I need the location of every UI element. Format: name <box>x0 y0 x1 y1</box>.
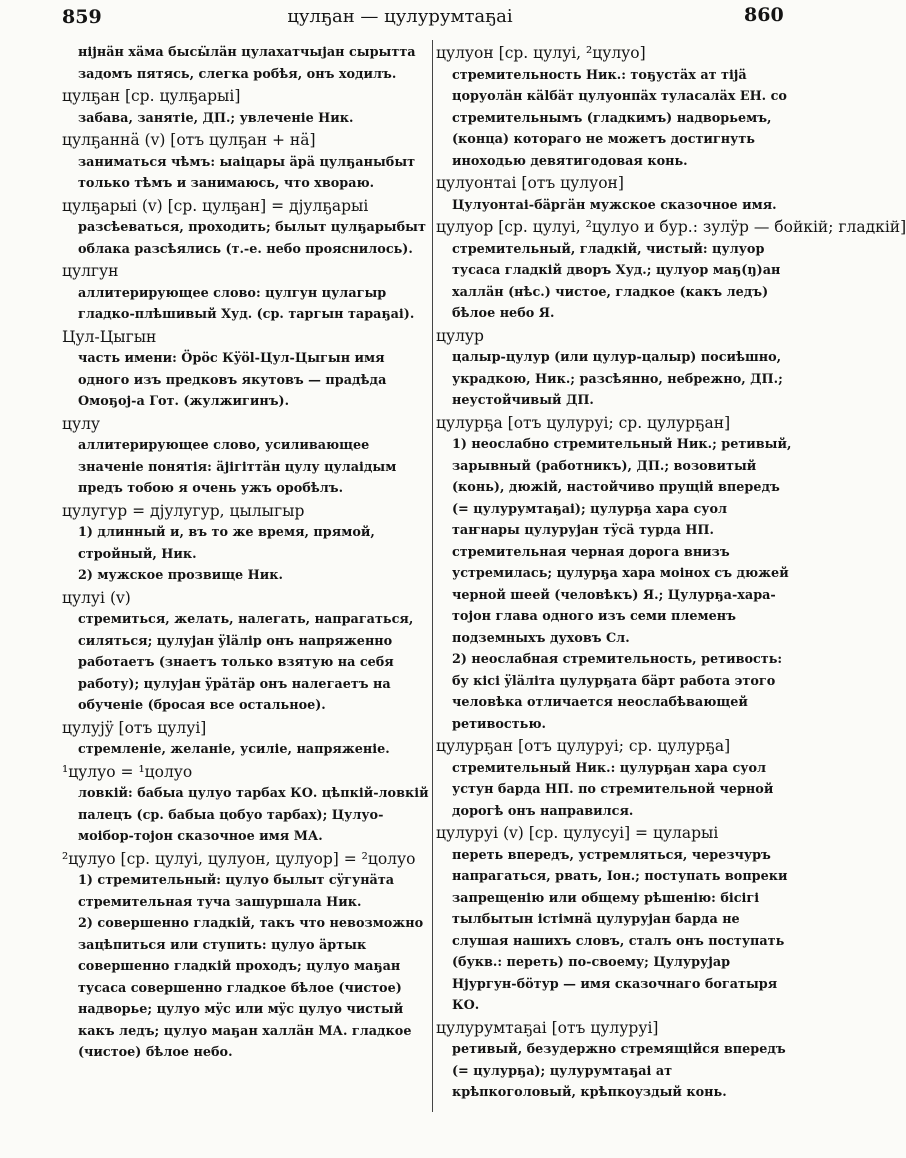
entry-headword: цулҕан [ср. цулҕарыі] <box>62 87 241 105</box>
entry-definition: 2) неослабная стремительность, ретивость: бу кісі ÿläліта цулурҕата бäрт работа этого человѣка отличается неослабѣвающей ретивостью. <box>452 652 783 732</box>
entry-headword: цулҕаннä (v) [отъ цулҕан + нä] <box>62 131 316 149</box>
page-number-left: 859 <box>62 6 102 28</box>
entry-headword: цулуор [ср. цулуі, ²цулуо и бур.: зулÿр — бойкій; гладкій] <box>436 218 906 236</box>
entry-headword: цулуі (v) <box>62 588 131 607</box>
entry-headword: цулур <box>436 326 484 345</box>
entry-headword: Цул-Цыгын <box>62 327 157 346</box>
entry-definition: стремительный, гладкій, чистый: цулуор тусаса гладкій дворъ Худ.; цулуор маҕ(ŋ)ан халлäн (нѣс.) чистое, гладкое (какъ ледъ) бѣлое небо Я. <box>452 241 781 321</box>
entry-definition: часть имени: Öрöс Кÿöl-Цул-Цыгын имя одного изъ предковъ якутовъ — прадѣда Омоҕој-а Гот. (жулжигинъ). <box>78 351 387 409</box>
entry-headword: ²цулуо [ср. цулуі, цулуон, цулуор] = ²цолуо <box>62 849 416 868</box>
entry-definition: ловкій: бабыа цулуо тарбах КО. цѣпкій-ловкій палецъ (ср. бабыа цобуо тарбах); Цулуо-моібор-тојон сказочное имя МА. <box>78 786 429 844</box>
entry-headword: цулуруі (v) [ср. цулусуі] = цуларыі <box>436 824 719 842</box>
entry-headword: ¹цулуо = ¹цолуо <box>62 762 193 781</box>
entry-definition: 2) совершенно гладкій, такъ что невозможно зацѣпиться или ступить: цулуо äртык совершенно гладкій проходъ; цулуо маҕан тусаса совершенно гладкое бѣлое (чистое) надворье; цулуо мÿс или мÿс цулуо чистый какъ ледъ; цулуо маҕан халлäн МА. гладкое (чистое) бѣлое небо. <box>78 916 424 1060</box>
entry-headword: цулурҕа [отъ цулуруі; ср. цулурҕан] <box>436 413 731 432</box>
entry-definition: цалыр-цулур (или цулур-цалыр) посиѣшно, украдкою, Ник.; разсѣянно, небрежно, ДП.; неустойчивый ДП. <box>452 350 783 408</box>
entry-definition: стремительность Ник.: тоҕустäх ат тіјä цоруолäн кälбäт цулуонпäх туласалäх ЕН. со стремительнымъ (гладкимъ) надворьемъ, (конца) котораго не можетъ достигнуть иноходью девятигодовая конь. <box>452 67 787 169</box>
column-divider <box>432 40 433 1112</box>
entry-headword: цулуон [ср. цулуі, ²цулуо] <box>436 44 646 62</box>
entry-definition: заниматься чѣмъ: ыаіцары äрä цулҕаныбыт только тѣмъ и занимаюсь, что хвораю. <box>78 154 416 191</box>
entry-definition: ніјнäн хäма бысӹлäн цулахатчыјан сырытта задомъ пятясь, слегка робѣя, онъ ходилъ. <box>78 45 416 82</box>
entry-definition: аллитерирующее слово: цулгун цулагыр гладко-плѣшивый Худ. (ср. таргын тараҕаі). <box>78 285 415 322</box>
entry-definition: 1) стремительный: цулуо былыт сÿгунäта стремительная туча зашуршала Ник. <box>78 873 395 910</box>
entry-headword: цулујÿ [отъ цулуі] <box>62 718 207 737</box>
entry-definition: переть впередъ, устремляться, черезчуръ напрагаться, рвать, Іон.; поступать вопреки запрещенію или общему рѣшенію: бісігі тылбытын істімнä цулурујан барда не слушая нашихъ словъ, сталъ онъ поступать (букв.: переть) по-своему; Цулурујар Нјургун-бöтур — имя сказочнаго богатыря КО. <box>452 847 788 1013</box>
entry-definition: стремленіе, желаніе, усиліе, напряженіе. <box>78 742 390 757</box>
entry-headword: цулугур = дјулугур, цылыгыр <box>62 501 305 520</box>
running-title: цулҕан — цулурумтаҕаі <box>287 6 513 27</box>
entry-definition: разсѣеваться, проходить; былыт цулҕарыбыт облака разсѣялись (т.-е. небо прояснилось). <box>78 220 426 257</box>
entry-definition: забава, занятіе, ДП.; увлеченіе Ник. <box>78 110 354 126</box>
right-column <box>436 42 906 1118</box>
left-column <box>62 42 430 1118</box>
entry-headword: цулурҕан [отъ цулуруі; ср. цулурҕа] <box>436 737 731 755</box>
entry-headword: цулуонтаі [отъ цулуон] <box>436 174 624 192</box>
entry-definition: аллитерирующее слово, усиливающее значеніе понятія: äјігіттäн цулу цулаідым предъ тобою я очень ужъ оробѣлъ. <box>78 438 397 496</box>
page-number-right: 860 <box>744 4 784 26</box>
entry-definition: стремительный Ник.: цулурҕан хара суол устун барда НП. по стремительной черной дорогѣ онъ направился. <box>452 760 774 819</box>
entry-definition: 1) неослабно стремительный Ник.; ретивый, зарывный (работникъ), ДП.; возовитый (конь), дюжій, настойчиво прущій впередъ (= цулурумтаҕаі); цулурҕа хара суол таҥнары цулурујан тÿсä турда НП. стремительная черная дорога внизъ устремилась; цулурҕа хара моінох съ дюжей черной шеей (человѣкъ) Я.; Цулурҕа-хара-тојон глава одного изъ семи племенъ подземныхъ духовъ Сл. <box>452 437 792 646</box>
entry-headword: цулу <box>62 414 101 433</box>
entry-definition: ретивый, безудержно стремящійся впередъ (= цулурҕа); цулурумтаҕаі ат крѣпкоголовый, крѣпкоуздый конь. <box>452 1042 786 1100</box>
entry-headword: цулгун <box>62 262 119 280</box>
entry-headword: цулҕарыі (v) [ср. цулҕан] = дјулҕарыі <box>62 196 369 215</box>
entry-definition: Цулуонтаі-бäргäн мужское сказочное имя. <box>452 197 777 213</box>
entry-definition: 2) мужское прозвище Ник. <box>78 568 283 583</box>
entry-headword: цулурумтаҕаі [отъ цулуруі] <box>436 1018 659 1037</box>
entry-definition: стремиться, желать, налегать, напрагаться, силяться; цулујан ÿläлір онъ напряженно работаетъ (знаетъ только взятую на себя работу); цулујан ÿрäтäр онъ налегаетъ на обученіе (бросая все остальное). <box>78 612 414 713</box>
page-header <box>0 6 800 32</box>
entry-definition: 1) длинный и, въ то же время, прямой, стройный, Ник. <box>78 525 375 562</box>
